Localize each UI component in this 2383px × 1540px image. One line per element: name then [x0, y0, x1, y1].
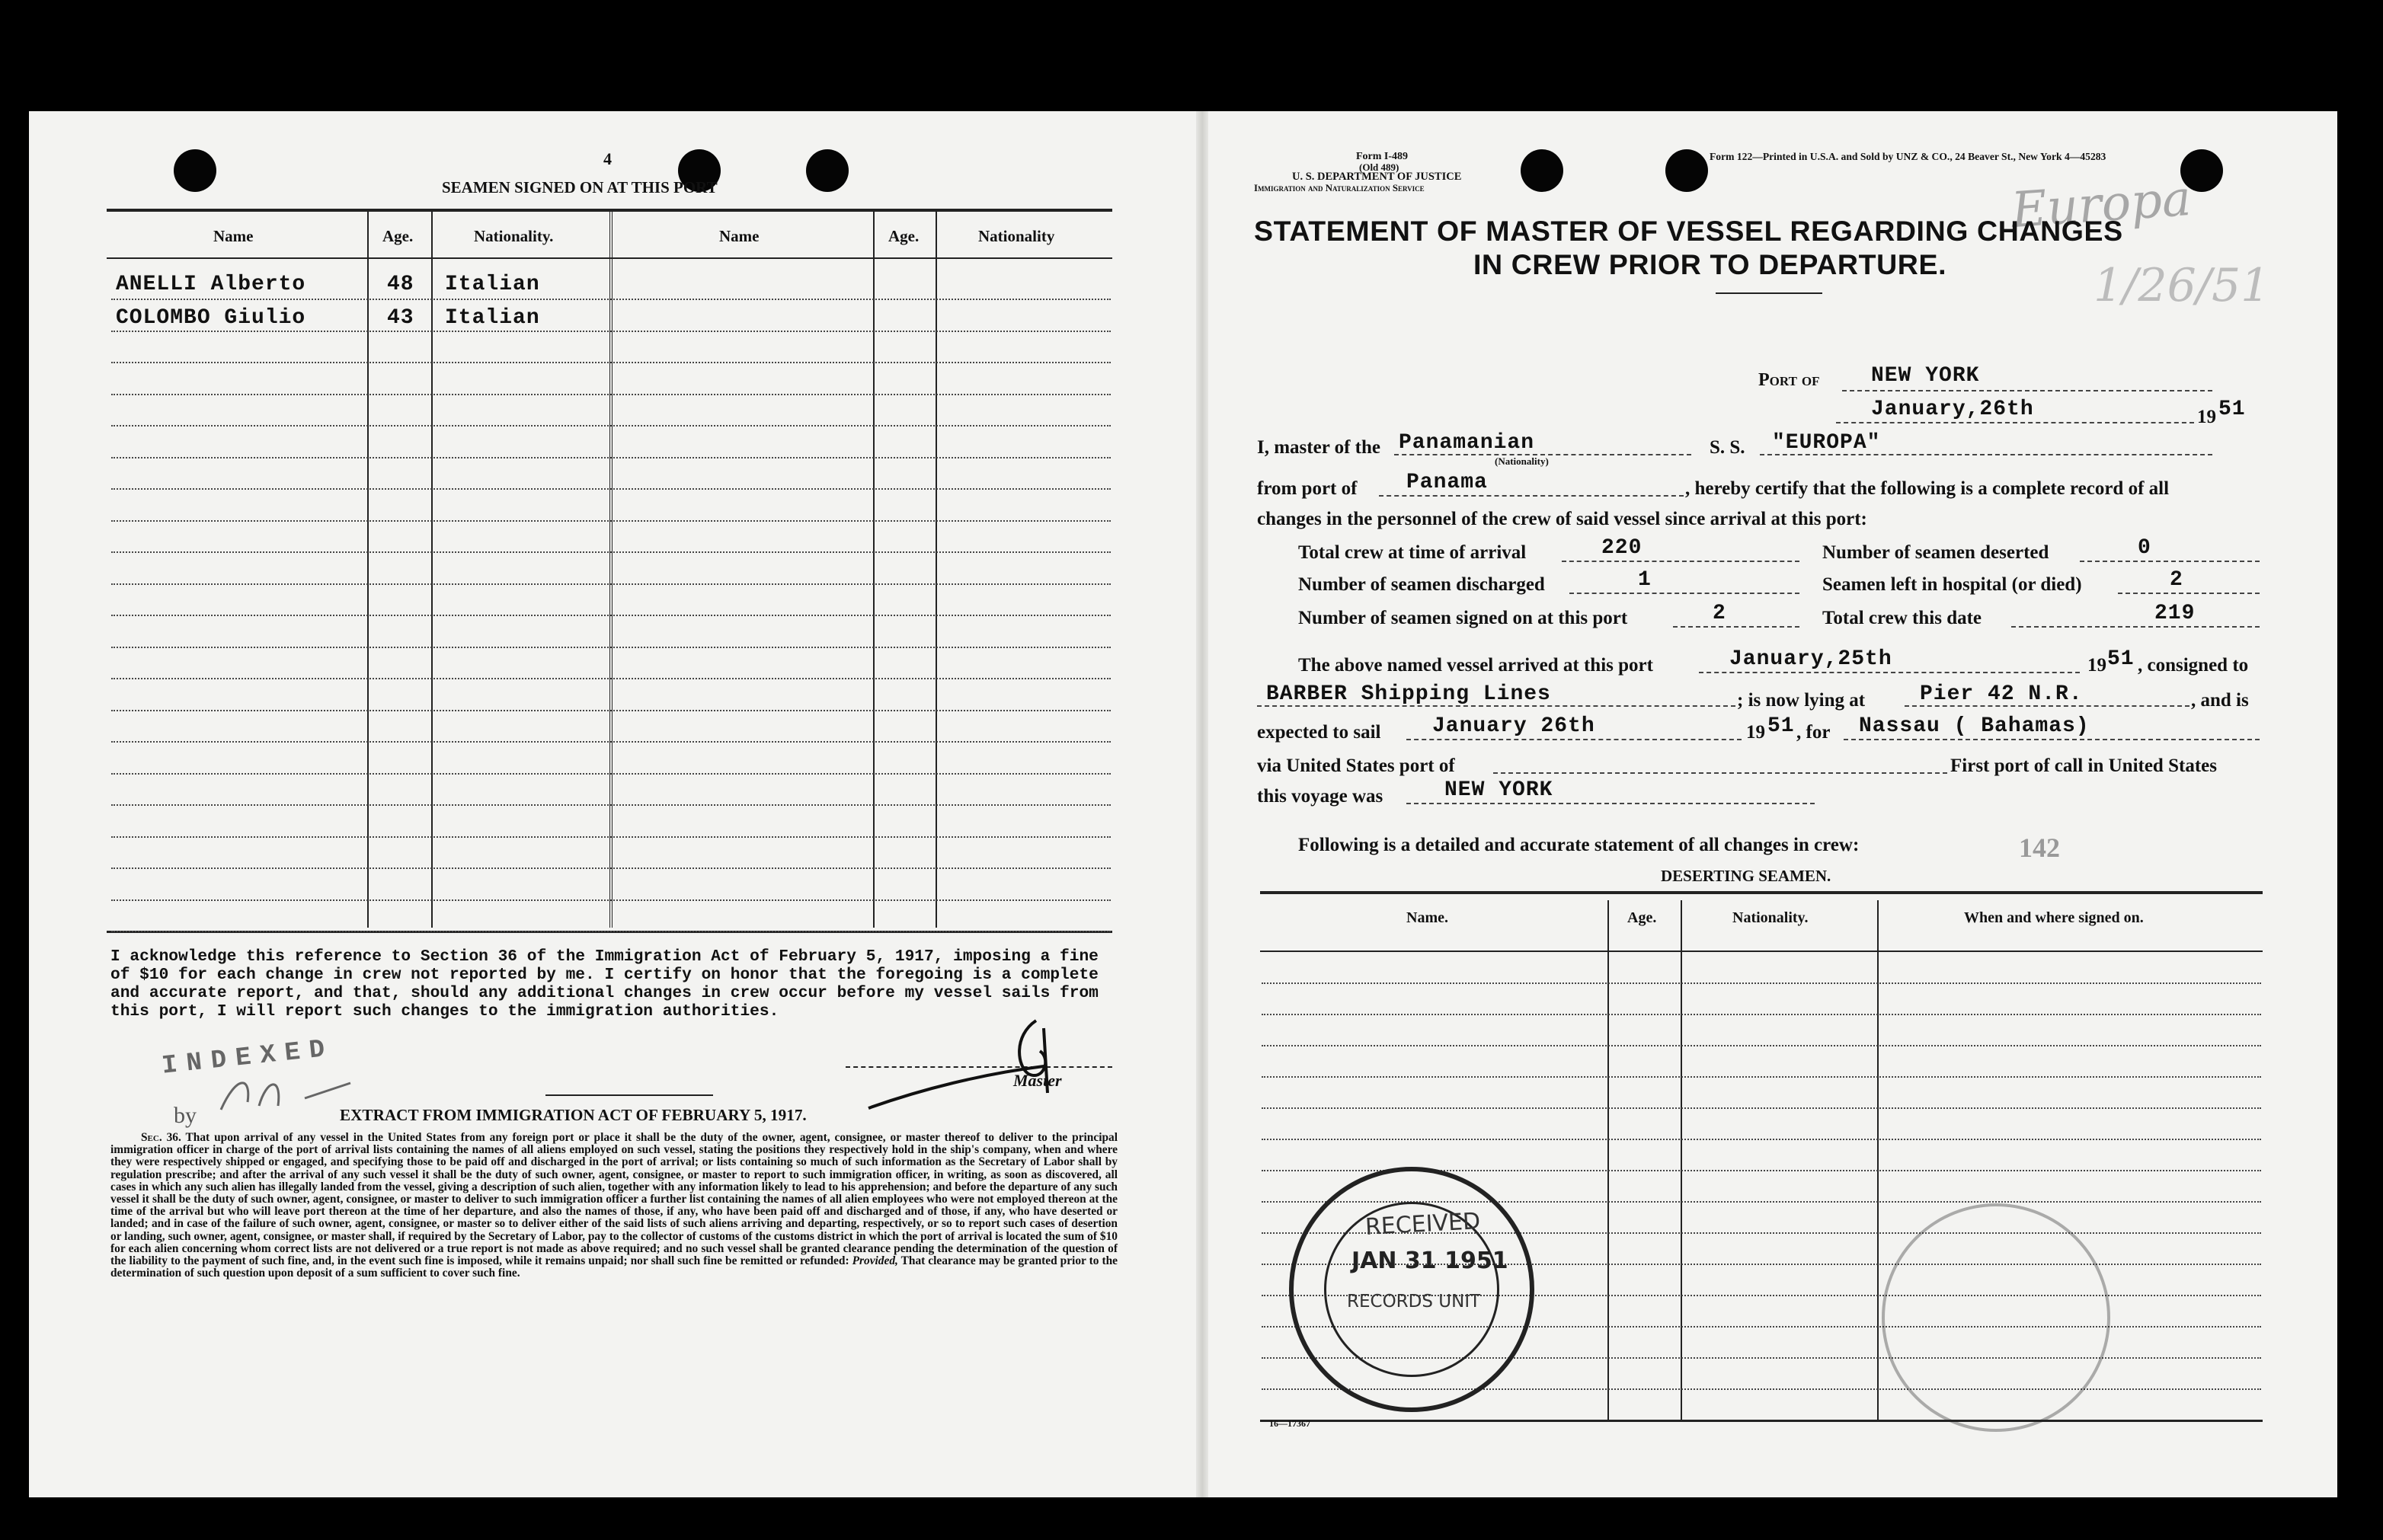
consignee-value: BARBER Shipping Lines [1266, 682, 1551, 706]
changes-text: changes in the personnel of the crew of said vessel since arrival at this port: [1257, 509, 1867, 529]
stat-line [1673, 626, 1799, 628]
stat-line [2118, 593, 2260, 594]
certify-text: , hereby certify that the following is a complete record of all [1685, 478, 2170, 499]
destination-value: Nassau ( Bahamas) [1859, 714, 2090, 738]
stamp-unit-text: RECORDS UNIT [1347, 1292, 1481, 1312]
expected-line [1406, 739, 1742, 740]
stamp-received-text: RECEIVED [1364, 1208, 1481, 1241]
ruled-row-line [111, 457, 1111, 458]
desert-col-name: Name. [1406, 909, 1448, 926]
indexed-stamp: INDEXED [160, 1034, 336, 1082]
printer-note: Form 122—Printed in U.S.A. and Sold by UNZ & CO., 24 Beaver St., New York 4—45283 [1710, 151, 2106, 162]
desert-col-divider [1681, 900, 1682, 1420]
sec36-label: Sec. 36. [141, 1131, 181, 1144]
handwritten-date: 1/26/51 [2094, 259, 2270, 312]
this-voyage-value: NEW YORK [1444, 778, 1553, 802]
sec36-tail: That clearance may be granted prior to the determination of such question upon deposit of a sum sufficient to cover such fine. [110, 1254, 1118, 1280]
destination-line [1844, 739, 2260, 740]
extract-underline [545, 1094, 713, 1096]
this-voyage-line [1406, 803, 1815, 804]
col-header-age-2: Age. [888, 227, 920, 245]
stat-line [2080, 561, 2260, 562]
ruled-row-line [111, 836, 1111, 838]
ruled-row-line [111, 394, 1111, 395]
col-header-age: Age. [382, 227, 414, 245]
row-name: COLOMBO Giulio [116, 306, 306, 330]
row-name: ANELLI Alberto [116, 273, 306, 296]
form-old-number: (Old 489) [1359, 161, 1399, 173]
ruled-row-line [1262, 1107, 2261, 1109]
expected-year: 51 [1767, 714, 1795, 738]
master-label: Master [1013, 1071, 1062, 1090]
col-header-nationality: Nationality. [474, 227, 554, 245]
for-label: , for [1796, 722, 1831, 743]
col-divider [367, 212, 369, 928]
nationality-caption: (Nationality) [1495, 455, 1549, 467]
stat-signed-on-label: Number of seamen signed on at this port [1298, 608, 1628, 628]
year-value: 51 [2218, 398, 2246, 421]
ruled-row-line [1262, 1076, 2261, 1078]
year-prefix: 19 [2197, 407, 2216, 427]
port-value: NEW YORK [1871, 364, 1980, 388]
col-header-nationality-2: Nationality [978, 227, 1055, 245]
stat-total-date-value: 219 [2154, 602, 2196, 625]
stat-discharged-label: Number of seamen discharged [1298, 574, 1545, 595]
ruled-row-line [111, 488, 1111, 490]
stat-hospital-value: 2 [2170, 568, 2183, 592]
lying-value: Pier 42 N.R. [1920, 682, 2083, 706]
ruled-row-line [111, 741, 1111, 743]
desert-col-when-where: When and where signed on. [1964, 909, 2144, 926]
desert-col-age: Age. [1627, 909, 1657, 926]
faint-stamp [1882, 1203, 2110, 1432]
stat-total-arrival-label: Total crew at time of arrival [1298, 542, 1527, 563]
punch-hole [174, 149, 216, 192]
department-name: U. S. DEPARTMENT OF JUSTICE [1292, 171, 1462, 183]
desert-table-top-rule [1260, 891, 2263, 894]
sec36-body: That upon arrival of any vessel in the United States from any foreign port or place it shall be the duty of the owner, agent, consignee, or master thereof to deliver to the principal immigration officer in charge of the port of arrival lists containing the names of all aliens employed on such vessel, stating the positions they respectively hold in the ship's company, when and where they were respectively shipped or engaged, and specifying those to be paid off and discharged in the port of arrival; or lists containing so much of such information as the Secretary of Labor shall by regulation prescribe; and after the arrival of any such vessel it shall be the duty of such owner, agent, consignee, or master to report to such immigration officer, in writing, as soon as discovered, all cases in which any such alien has illegally landed from the vessel, giving a description of such alien, together with any information likely to lead to his apprehension; and before the departure of any such vessel it shall be the duty of such owner, agent, consignee, or master to deliver to such immigration officer a further list containing the names of all alien employees who were not employed thereon at the time of the arrival but who will leave port thereon at the time of her departure, and also the names of those, if any, who have been paid off and discharged and of those, if any, who have deserted or landed; and in case of the failure of such owner, agent, consignee, or master so to deliver either of the said lists of such aliens arriving and departing, respectively, or so to report such cases of desertion or landing, such owner, agent, consignee, or master shall, if required by the Secretary of Labor, pay to the collector of customs of the customs district in which the port of arrival is located the sum of $10 for each alien concerning whom correct lists are not delivered or a true report is not made as above required; and no such vessel shall be granted clearance pending the determination of the question of the liability to the payment of such fine, and, in the event such fine is imposed, while it remains unpaid; nor shall such fine be remitted or refunded: [110, 1131, 1118, 1268]
row-age: 43 [387, 306, 414, 330]
ruled-row-line [111, 551, 1111, 553]
ruled-row-line [1262, 982, 2261, 984]
ruled-row-line [111, 299, 1111, 300]
via-label: via United States port of [1257, 756, 1455, 776]
deserting-title: DESERTING SEAMEN. [1661, 867, 1831, 885]
page-number: 4 [603, 149, 612, 168]
ruled-row-line [111, 710, 1111, 711]
ruled-row-line [111, 583, 1111, 585]
arrived-year: 51 [2107, 647, 2135, 671]
row-age: 48 [387, 273, 414, 296]
desert-col-nationality: Nationality. [1732, 909, 1809, 926]
ruled-row-line [111, 899, 1111, 901]
title-underline [1716, 292, 1822, 294]
col-divider [873, 212, 875, 928]
ship-line [1760, 454, 2212, 455]
col-divider-center [609, 212, 613, 928]
ship-value: "EUROPA" [1772, 431, 1881, 455]
from-port-label: from port of [1257, 478, 1358, 499]
stat-line [1562, 561, 1799, 562]
expected-year-prefix: 19 [1746, 722, 1765, 743]
this-voyage-label: this voyage was [1257, 786, 1383, 807]
stat-line [1569, 593, 1799, 594]
form-title-line-2: IN CREW PRIOR TO DEPARTURE. [1473, 248, 1947, 280]
row-nationality: Italian [445, 306, 540, 330]
stat-hospital-label: Seamen left in hospital (or died) [1822, 574, 2082, 595]
pencil-number: 142 [2019, 832, 2060, 863]
date-value: January,26th [1871, 398, 2034, 421]
port-label: Port of [1758, 370, 1820, 390]
form-number: Form I-489 [1356, 151, 1409, 162]
ruled-row-line [111, 331, 1111, 332]
first-port-label: First port of call in United States [1950, 756, 2217, 776]
ruled-row-line [111, 773, 1111, 775]
form-footer-number: 16—17367 [1269, 1418, 1310, 1429]
desert-col-divider [1877, 900, 1879, 1420]
from-port-value: Panama [1406, 471, 1488, 494]
stat-deserted-label: Number of seamen deserted [1822, 542, 2049, 563]
stat-deserted-value: 0 [2138, 536, 2151, 560]
desert-table-header-rule [1260, 951, 2263, 952]
via-line [1493, 772, 1947, 774]
punch-hole [1665, 149, 1708, 192]
punch-hole [806, 149, 849, 192]
master-of-label: I, master of the [1257, 437, 1380, 458]
ruled-row-line [111, 647, 1111, 648]
ss-label: S. S. [1710, 437, 1745, 458]
consignee-line [1257, 705, 1735, 707]
expected-label: expected to sail [1257, 722, 1381, 743]
desert-col-divider [1607, 900, 1609, 1420]
page-fold [1196, 111, 1208, 1497]
arrived-year-prefix: 19 [2087, 655, 2106, 676]
master-signature [861, 1005, 1089, 1112]
arrived-label: The above named vessel arrived at this port [1298, 655, 1653, 676]
col-divider [936, 212, 937, 928]
section-title: SEAMEN SIGNED ON AT THIS PORT [442, 178, 718, 196]
ruled-row-line [111, 362, 1111, 363]
col-header-name: Name [213, 227, 254, 245]
nationality-value: Panamanian [1399, 431, 1535, 455]
and-is-label: , and is [2191, 690, 2249, 711]
handwritten-ship-name: Europa [2009, 170, 2193, 240]
desert-table-bottom-rule [1260, 1420, 2263, 1422]
ruled-row-line [111, 804, 1111, 806]
stat-total-arrival-value: 220 [1601, 536, 1643, 560]
stat-signed-on-value: 2 [1713, 602, 1726, 625]
indexed-by-label: by [174, 1103, 197, 1128]
ruled-row-line [111, 678, 1111, 679]
stat-discharged-value: 1 [1638, 568, 1652, 592]
ruled-row-line [1262, 1045, 2261, 1046]
expected-value: January 26th [1432, 714, 1595, 738]
col-divider [431, 212, 433, 928]
lying-line [1905, 705, 2189, 707]
stat-line [2011, 626, 2260, 628]
form-title-line-1: STATEMENT OF MASTER OF VESSEL REGARDING CHANGES [1254, 215, 2123, 247]
arrived-value: January,25th [1729, 647, 1892, 671]
following-text: Following is a detailed and accurate statement of all changes in crew: [1298, 835, 1860, 855]
ruled-row-line [1262, 1139, 2261, 1140]
arrived-line [1699, 672, 2080, 673]
stat-total-date-label: Total crew this date [1822, 608, 1982, 628]
col-header-name-2: Name [719, 227, 760, 245]
ruled-row-line [111, 615, 1111, 616]
section-36-text [110, 1132, 1118, 1280]
service-name: Immigration and Naturalization Service [1254, 183, 1425, 193]
received-stamp [1289, 1167, 1534, 1412]
ruled-row-line [111, 931, 1111, 932]
punch-hole [1521, 149, 1563, 192]
row-nationality: Italian [445, 273, 540, 296]
sec36-provided: Provided, [852, 1254, 898, 1268]
from-port-line [1379, 495, 1684, 497]
ruled-row-line [1262, 1014, 2261, 1015]
ruled-row-line [111, 425, 1111, 427]
ruled-row-line [111, 520, 1111, 522]
acknowledgement-text: I acknowledge this reference to Section 36 of the Immigration Act of February 5, 1917, imposing a fine of $10 for each change in crew not reported by me. I certify on honor that the foregoing is a complete and accurate report, and that, should any additional changes in crew occur before my vessel sails from this port, I will report such changes to the immigration authorities. [110, 947, 1099, 1021]
date-line [1836, 422, 2194, 423]
stamp-date-text: JAN 31 1951 [1351, 1248, 1508, 1274]
port-line [1842, 390, 2212, 391]
lying-label: ; is now lying at [1737, 690, 1866, 711]
ruled-row-line [111, 867, 1111, 869]
extract-title: EXTRACT FROM IMMIGRATION ACT OF FEBRUARY 5, 1917. [340, 1106, 807, 1124]
consigned-label: , consigned to [2138, 655, 2249, 676]
